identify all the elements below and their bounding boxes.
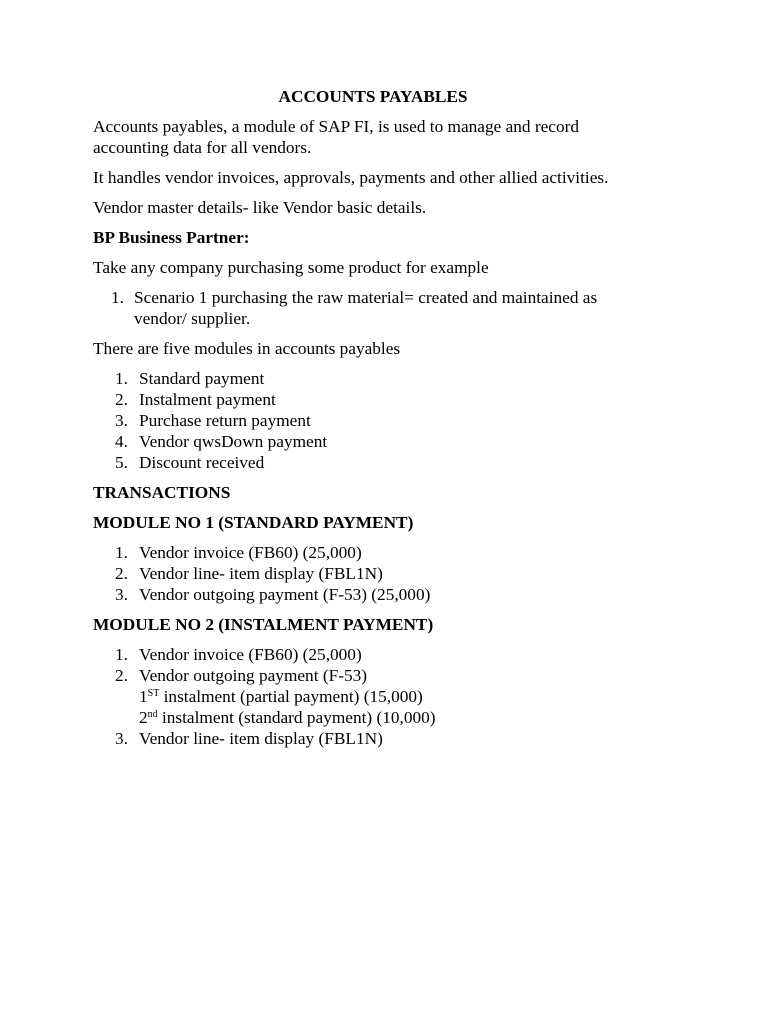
list-item: [93, 410, 653, 431]
ordinal-suffix: ST: [147, 688, 160, 699]
list-number: 2.: [115, 390, 128, 409]
instalment-text: instalment (standard payment) (10,000): [157, 708, 436, 727]
list-item: [93, 563, 653, 584]
list-text: Standard payment: [139, 369, 265, 388]
transactions-heading: TRANSACTIONS: [93, 483, 231, 502]
modules-intro: There are five modules in accounts payables: [93, 339, 401, 358]
list-item: [93, 542, 653, 563]
module2-list: [93, 644, 653, 749]
instalment-line-2: [139, 707, 653, 728]
list-item: [93, 584, 653, 605]
list-number: 1.: [115, 369, 128, 388]
list-text: Scenario 1 purchasing the raw material= created and maintained as vendor/ supplier.: [134, 288, 598, 328]
list-text: Vendor outgoing payment (F-53): [139, 666, 367, 685]
document-page: [93, 86, 653, 758]
module2-heading: MODULE NO 2 (INSTALMENT PAYMENT): [93, 615, 434, 634]
list-number: 3.: [115, 585, 128, 604]
list-text: Vendor invoice (FB60) (25,000): [139, 543, 362, 562]
list-text: Purchase return payment: [139, 411, 311, 430]
module1-heading: MODULE NO 1 (STANDARD PAYMENT): [93, 513, 414, 532]
intro-paragraph-3: Vendor master details- like Vendor basic details.: [93, 198, 427, 217]
intro-paragraph-1: Accounts payables, a module of SAP FI, is used to manage and record accounting data for all vendors.: [93, 117, 580, 157]
list-item: [93, 728, 653, 749]
list-number: 1.: [111, 288, 124, 307]
instalment-number: 2: [139, 708, 148, 727]
list-text: Vendor invoice (FB60) (25,000): [139, 645, 362, 664]
list-text: Vendor line- item display (FBL1N): [139, 564, 383, 583]
instalment-text: instalment (partial payment) (15,000): [159, 687, 423, 706]
intro-paragraph-2: It handles vendor invoices, approvals, payments and other allied activities.: [93, 168, 609, 187]
list-text: Vendor line- item display (FBL1N): [139, 729, 383, 748]
list-item: [93, 431, 653, 452]
ordinal-suffix: nd: [147, 709, 158, 720]
list-number: 1.: [115, 645, 128, 664]
list-item: [93, 389, 653, 410]
list-item: [93, 452, 653, 473]
scenario-list: [93, 287, 653, 329]
modules-list: [93, 368, 653, 473]
list-number: 1.: [115, 543, 128, 562]
instalment-line-1: [139, 686, 653, 707]
document-title: ACCOUNTS PAYABLES: [278, 87, 468, 106]
list-text: Discount received: [139, 453, 265, 472]
instalment-number: 1: [139, 687, 148, 706]
list-number: 4.: [115, 432, 128, 451]
list-number: 3.: [115, 729, 128, 748]
example-paragraph: Take any company purchasing some product for example: [93, 258, 489, 277]
list-text: Instalment payment: [139, 390, 276, 409]
list-item: [93, 287, 653, 329]
list-number: 2.: [115, 666, 128, 685]
list-number: 5.: [115, 453, 128, 472]
bp-heading: BP Business Partner:: [93, 228, 250, 247]
list-item: [93, 368, 653, 389]
list-item: [93, 644, 653, 665]
list-text: Vendor qwsDown payment: [139, 432, 328, 451]
list-text: Vendor outgoing payment (F-53) (25,000): [139, 585, 431, 604]
list-item: [93, 665, 653, 728]
list-number: 3.: [115, 411, 128, 430]
list-number: 2.: [115, 564, 128, 583]
module1-list: [93, 542, 653, 605]
